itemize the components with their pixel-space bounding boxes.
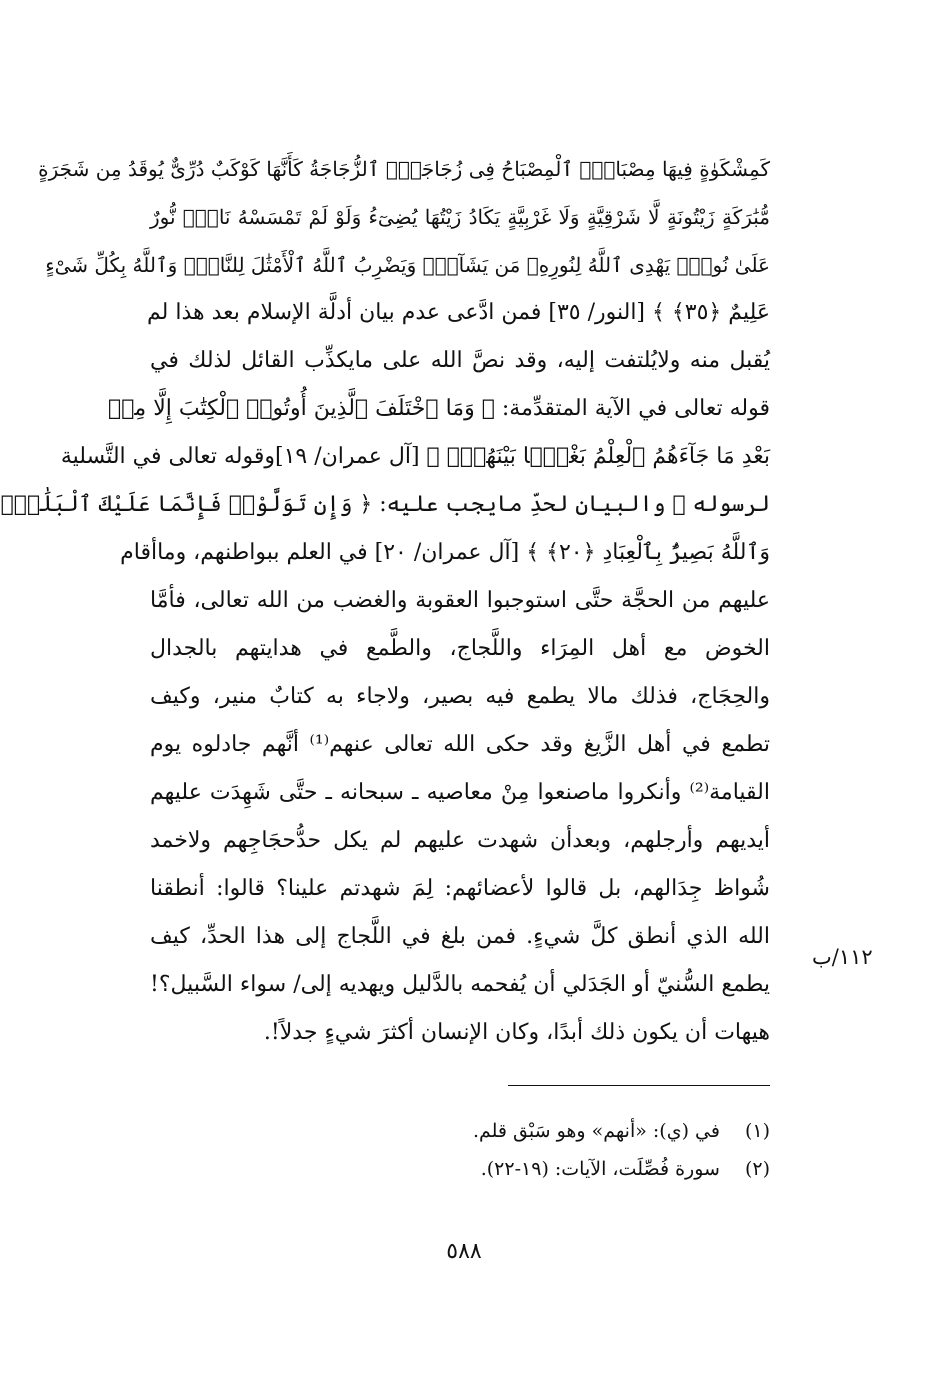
- text-line: بَعْدِ مَا جَآءَهُمُ ٱلْعِلْمُ بَغْيًۢا بَيْنَهُمْۗ ﴾ [آل عمران/ ١٩]وقوله تعالى في التَّسلية: [60, 444, 770, 469]
- text-line: مُّبَٰرَكَةٍ زَيْتُونَةٍ لَّا شَرْقِيَّةٍ وَلَا غَرْبِيَّةٍ يَكَادُ زَيْتُهَا يُضِىٓءُ وَلَوْ لَمْ تَمْسَسْهُ نَارٌۚ نُّورٌ: [150, 205, 770, 229]
- main-text-block: [0, 145, 770, 1057]
- text-line: الله الذي أنطق كلَّ شيءٍ. فمن بلغ في اللَّجاج إلى هذا الحدِّ، كيف: [150, 924, 770, 949]
- text-line: أيديهم وأرجلهم، وبعدأن شهدت عليهم لم يكل حدُّحجَاجِهم ولاخمد: [150, 828, 770, 853]
- text-line: القيامة⁽²⁾ وأنكروا ماصنعوا مِنْ معاصيه ـ سبحانه ـ حتَّى شَهِدَت عليهم: [150, 780, 770, 805]
- text-line: كَمِشْكَوٰةٍ فِيهَا مِصْبَاحٌۖ ٱلْمِصْبَاحُ فِى زُجَاجَةٍۖ ٱلزُّجَاجَةُ كَأَنَّهَا كَوْكَبٌ دُرِّىٌّ يُوقَدُ مِن شَجَرَةٍ: [38, 157, 770, 181]
- page-number: ٥٨٨: [446, 1239, 482, 1264]
- text-line: والحِجَاج، فذلك مالا يطمع فيه بصير، ولاجاء به كتابٌ منير، وكيف: [150, 684, 770, 709]
- footnote-separator: [508, 1085, 770, 1086]
- text-line: وَٱللَّهُ بَصِيرٌۢ بِٱلْعِبَادِ ﴿٢٠﴾ ﴾ [آل عمران/ ٢٠] في العلم ببواطنهم، وماأقام: [120, 540, 770, 565]
- footnotes: [360, 1112, 770, 1188]
- footnote-number: (١): [744, 1120, 770, 1142]
- text-line: عَلَىٰ نُورٍۗ يَهْدِى ٱللَّهُ لِنُورِهِۦ مَن يَشَآءُۚ وَيَضْرِبُ ٱللَّهُ ٱلْأَمْثَٰلَ لِلنَّاسِۗ وَٱللَّهُ بِكُلِّ شَىْءٍ: [45, 253, 770, 277]
- footnote-item: [360, 1150, 770, 1188]
- text-line: عَلِيمٌ ﴿٣٥﴾ ﴾ [النور/ ٣٥] فمن ادَّعى عدم بيان أدلَّة الإسلام بعد هذا لم: [147, 300, 770, 325]
- text-line: شُواظ جِدَالهم، بل قالوا لأعضائهم: لِمَ شهدتم علينا؟ قالوا: أنطقنا: [150, 876, 770, 901]
- text-line: تطمع في أهل الزَّيغ وقد حكى الله تعالى عنهم⁽¹⁾ أنَّهم جادلوه يوم: [150, 732, 770, 757]
- text-line: هيهات أن يكون ذلك أبدًا، وكان الإنسان أكثرَ شيءٍ جدلاً!.: [263, 1020, 770, 1045]
- text-line: يُقبل منه ولايُلتفت إليه، وقد نصَّ الله على مايكذِّب القائل لذلك في: [150, 348, 770, 373]
- manuscript-folio-note: ١١٢/ب: [812, 945, 873, 969]
- footnote-number: (٢): [744, 1158, 770, 1180]
- text-line: لرسوله ﷺ والبيان لحدِّ مايجب عليه: ﴿ وَإِن تَوَلَّوْا۟ فَإِنَّمَا عَلَيْكَ ٱلْبَلَٰغُۗ: [0, 492, 770, 517]
- text-line: يطمع السُّنيّ أو الجَدَلي أن يُفحمه بالدَّليل ويهديه إلى/ سواء السَّبيل؟!: [150, 972, 770, 997]
- footnote-text: سورة فُصِّلَت، الآيات: (١٩-٢٢).: [480, 1158, 720, 1180]
- text-line: عليهم من الحجَّة حتَّى استوجبوا العقوبة والغضب من الله تعالى، فأمَّا: [150, 588, 770, 613]
- footnote-text: في (ي): «أنهم» وهو سَبْق قلم.: [472, 1120, 720, 1142]
- text-line: الخوض مع أهل المِرَاء واللَّجاج، والطَّمع في هدايتهم بالجدال: [150, 636, 770, 661]
- text-line: قوله تعالى في الآية المتقدِّمة: ﴿ وَمَا ٱخْتَلَفَ ٱلَّذِينَ أُوتُوا۟ ٱلْكِتَٰبَ إِلَّا مِنۢ: [108, 396, 770, 421]
- footnote-item: [360, 1112, 770, 1150]
